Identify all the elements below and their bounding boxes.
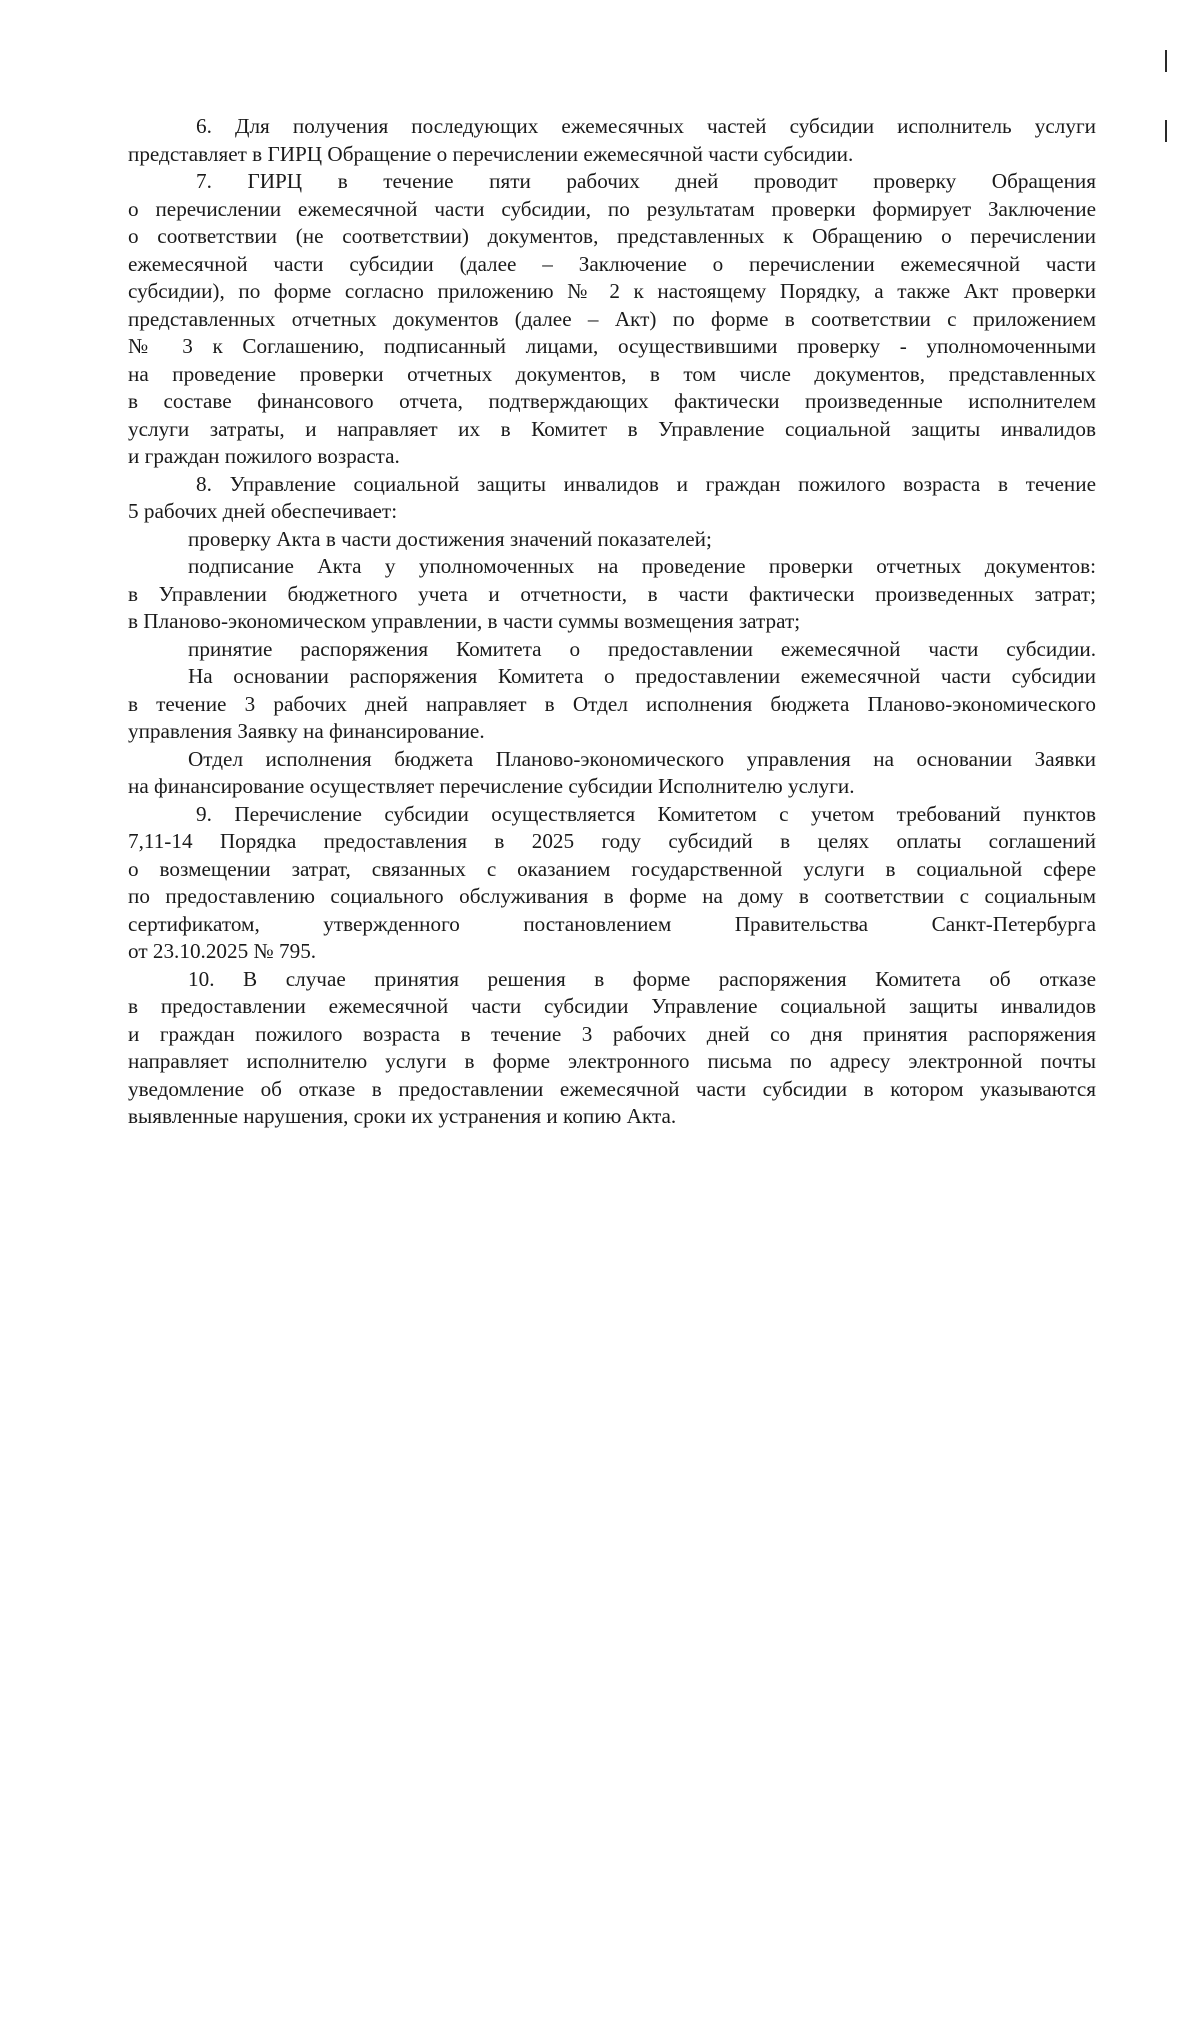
text-line: в Планово-экономическом управлении, в части суммы возмещения затрат; bbox=[128, 609, 801, 633]
text-line: о соответствии (не соответствии) документов, представленных к Обращению о перечислении bbox=[128, 224, 1096, 248]
text-line: представляет в ГИРЦ Обращение о перечислении ежемесячной части субсидии. bbox=[128, 141, 854, 166]
text-line: в Управлении бюджетного учета и отчетности, в части фактически произведенных затрат; bbox=[128, 581, 1096, 606]
paragraph-9 bbox=[128, 801, 1096, 966]
paragraph-7 bbox=[128, 168, 1096, 471]
text-line: 7. ГИРЦ в течение пяти рабочих дней проводит проверку Обращения bbox=[196, 169, 1096, 193]
document-body bbox=[128, 113, 1096, 1131]
text-line: в предоставлении ежемесячной части субсидии Управление социальной защиты инвалидов bbox=[128, 994, 1096, 1018]
text-line: На основании распоряжения Комитета о предоставлении ежемесячной части субсидии bbox=[188, 664, 1096, 688]
text-line: направляет исполнителю услуги в форме электронного письма по адресу электронной почты bbox=[128, 1049, 1096, 1073]
text-line: на финансирование осуществляет перечисление субсидии Исполнителю услуги. bbox=[128, 774, 855, 798]
text-line: выявленные нарушения, сроки их устранения и копию Акта. bbox=[128, 1104, 677, 1128]
scan-margin-mark bbox=[1165, 120, 1167, 142]
paragraph-8-item-order bbox=[128, 636, 1096, 664]
text-line: услуги затраты, и направляет их в Комитет в Управление социальной защиты инвалидов bbox=[128, 416, 1096, 441]
text-line: проверку Акта в части достижения значений показателей; bbox=[188, 526, 712, 551]
text-line: 10. В случае принятия решения в форме распоряжения Комитета об отказе bbox=[188, 966, 1096, 991]
paragraph-8-item-check bbox=[128, 526, 1096, 554]
text-line: управления Заявку на финансирование. bbox=[128, 719, 485, 743]
paragraph-6 bbox=[128, 113, 1096, 168]
text-line: Отдел исполнения бюджета Планово-экономического управления на основании Заявки bbox=[188, 746, 1096, 771]
text-line: на проведение проверки отчетных документов, в том числе документов, представленных bbox=[128, 361, 1096, 386]
text-line: 7,11-14 Порядка предоставления в 2025 году субсидий в целях оплаты соглашений bbox=[128, 829, 1096, 853]
text-line: и граждан пожилого возраста. bbox=[128, 444, 400, 468]
paragraph-8-item-sign bbox=[128, 553, 1096, 636]
text-line: о перечислении ежемесячной части субсидии, по результатам проверки формирует Заключение bbox=[128, 196, 1096, 221]
text-line: субсидии), по форме согласно приложению № 2 к настоящему Порядку, а также Акт проверки bbox=[128, 279, 1096, 303]
paragraph-8-transfer bbox=[128, 746, 1096, 801]
scan-margin-mark bbox=[1165, 50, 1167, 72]
text-line: в течение 3 рабочих дней направляет в Отдел исполнения бюджета Планово-экономического bbox=[128, 691, 1096, 716]
text-line: 9. Перечисление субсидии осуществляется Комитетом с учетом требований пунктов bbox=[196, 801, 1096, 826]
text-line: подписание Акта у уполномоченных на проведение проверки отчетных документов: bbox=[188, 554, 1096, 578]
text-line: уведомление об отказе в предоставлении ежемесячной части субсидии в котором указываются bbox=[128, 1076, 1096, 1101]
text-line: от 23.10.2025 № 795. bbox=[128, 939, 317, 963]
paragraph-8-basis bbox=[128, 663, 1096, 746]
text-line: по предоставлению социального обслуживания в форме на дому в соответствии с социальным bbox=[128, 884, 1096, 908]
text-line: в составе финансового отчета, подтверждающих фактически произведенные исполнителем bbox=[128, 389, 1096, 413]
text-line: сертификатом, утвержденного постановлением Правительства Санкт-Петербурга bbox=[128, 911, 1096, 936]
text-line: 5 рабочих дней обеспечивает: bbox=[128, 499, 398, 523]
text-line: 8. Управление социальной защиты инвалидов и граждан пожилого возраста в течение bbox=[196, 471, 1096, 496]
text-line: 6. Для получения последующих ежемесячных частей субсидии исполнитель услуги bbox=[196, 114, 1096, 138]
paragraph-10 bbox=[128, 966, 1096, 1131]
text-line: № 3 к Соглашению, подписанный лицами, осуществившими проверку - уполномоченными bbox=[128, 334, 1096, 358]
text-line: принятие распоряжения Комитета о предоставлении ежемесячной части субсидии. bbox=[188, 636, 1096, 661]
text-line: и граждан пожилого возраста в течение 3 рабочих дней со дня принятия распоряжения bbox=[128, 1021, 1096, 1046]
text-line: ежемесячной части субсидии (далее – Заключение о перечислении ежемесячной части bbox=[128, 251, 1096, 276]
text-line: представленных отчетных документов (далее – Акт) по форме в соответствии с приложением bbox=[128, 306, 1096, 331]
text-line: о возмещении затрат, связанных с оказанием государственной услуги в социальной сфере bbox=[128, 856, 1096, 881]
paragraph-8 bbox=[128, 471, 1096, 526]
